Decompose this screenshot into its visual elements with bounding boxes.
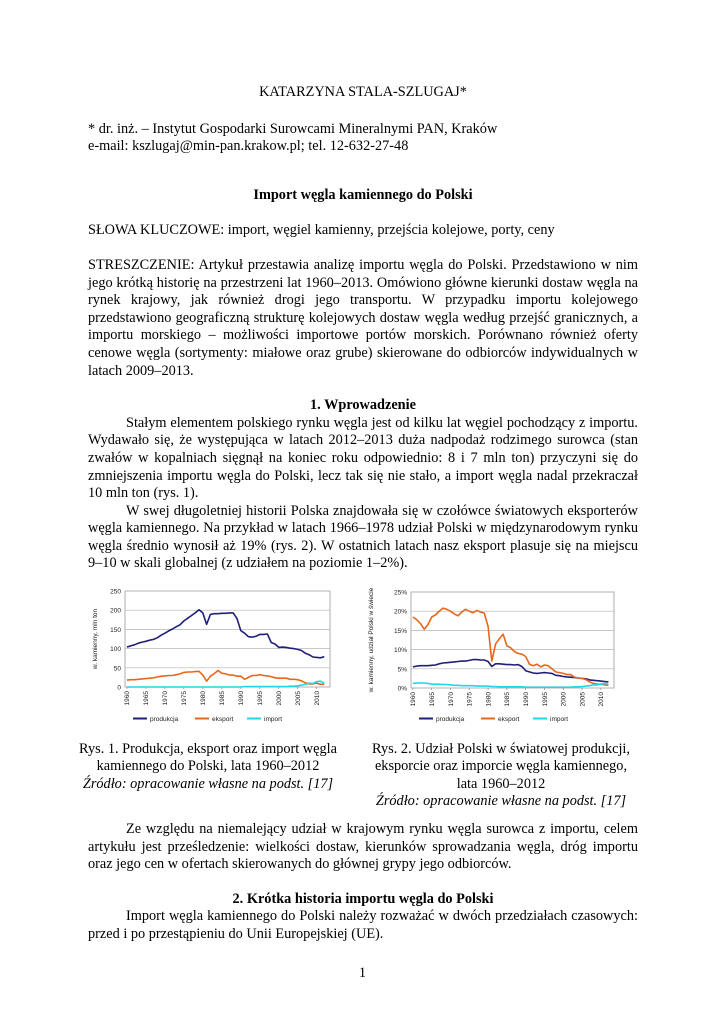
affiliation-line: * dr. inż. – Instytut Gospodarki Surowcami Mineralnymi PAN, Kraków	[88, 120, 498, 137]
x-tick-label: 1980	[485, 692, 493, 707]
x-tick-label: 1995	[257, 691, 265, 706]
section-heading-1: 1. Wprowadzenie	[310, 397, 416, 414]
caption-line: Rys. 2. Udział Polski w światowej produkcji,	[372, 740, 630, 757]
caption-line: kamiennego do Polski, lata 1960–2012	[96, 758, 320, 775]
chart-production-export-import	[68, 581, 338, 729]
paragraph: Stałym elementem polskiego rynku węgla jest od kilku lat węgiel pochodzący z importu. Wydawało się, że występująca w latach 2012–2013 duża nadpodaż rodzimego surowca (stan zwałów w kopalniach sięgnął na koniec roku odpowiednio: 8 i 7 mln ton) przyczyni się do zmniejszenia importu węgla do Polski, lecz tak się nie stało, a import węgla nadal przekraczał 10 mln ton (rys. 1).	[88, 414, 638, 502]
chart-poland-world-share	[356, 581, 646, 729]
series-line-eksport	[413, 608, 609, 685]
author-name: KATARZYNA STALA-SZLUGAJ*	[259, 84, 467, 100]
x-tick-label: 2000	[276, 691, 284, 706]
x-tick-label: 1975	[466, 692, 474, 707]
x-tick-label: 2010	[598, 692, 606, 707]
section-heading-2: 2. Krótka historia importu węgla do Polski	[232, 890, 494, 907]
y-tick-label: 10%	[393, 647, 407, 655]
y-tick-label: 100	[110, 646, 121, 654]
paragraph: Ze względu na niemalejący udział w krajowym rynku węgla surowca z importu, celem artykułu jest prześledzenie: wielkości dostaw, kierunków sprowadzania węgla, dróg importu oraz jego cen w ofertach skierowanych do głównej grypy jego odbiorców.	[88, 821, 638, 873]
y-tick-label: 0	[117, 684, 121, 692]
x-tick-label: 2005	[295, 691, 303, 706]
series-line-produkcja	[127, 610, 324, 658]
x-tick-label: 1990	[522, 692, 530, 707]
x-tick-label: 1960	[410, 692, 418, 707]
legend-label: import	[264, 716, 283, 724]
legend-label: import	[550, 716, 569, 724]
page-number: 1	[358, 965, 367, 981]
series-line-import	[413, 683, 609, 687]
caption-line: lata 1960–2012	[456, 775, 546, 792]
x-tick-label: 1985	[504, 692, 512, 707]
keywords: SŁOWA KLUCZOWE: import, węgiel kamienny, przejścia kolejowe, porty, ceny	[88, 222, 555, 239]
y-tick-label: 5%	[397, 666, 407, 674]
legend-label: eksport	[212, 716, 234, 724]
paper-page	[79, 84, 638, 944]
figure-1	[68, 581, 348, 793]
y-tick-label: 20%	[393, 608, 407, 616]
plot-area	[411, 592, 614, 688]
x-tick-label: 1990	[238, 691, 246, 706]
x-tick-label: 1995	[541, 692, 549, 707]
series-line-eksport	[127, 671, 324, 685]
x-tick-label: 1965	[428, 692, 436, 707]
figure-1-caption	[68, 741, 348, 794]
affiliation	[88, 121, 638, 156]
x-tick-label: 1970	[162, 691, 170, 706]
series-line-import	[127, 681, 324, 687]
legend-label: produkcja	[150, 716, 179, 724]
caption-line: Rys. 1. Produkcja, eksport oraz import węgla	[79, 740, 337, 757]
y-tick-label: 250	[110, 588, 121, 596]
y-axis-label: w. kamienny, udział Polski w świecie	[368, 587, 375, 693]
figure-2	[356, 581, 646, 811]
x-tick-label: 1980	[200, 691, 208, 706]
x-tick-label: 2010	[314, 691, 322, 706]
y-tick-label: 50	[113, 665, 121, 673]
x-tick-label: 2005	[579, 692, 587, 707]
y-tick-label: 0%	[397, 685, 407, 693]
x-tick-label: 1975	[181, 691, 189, 706]
y-tick-label: 200	[110, 607, 121, 615]
caption-source: Źródło: opracowanie własne na podst. [17]	[375, 793, 627, 810]
y-tick-label: 25%	[393, 589, 407, 597]
legend-label: produkcja	[436, 716, 465, 724]
y-axis-label: w. kamienny, mln ton	[92, 608, 99, 670]
caption-source: Źródło: opracowanie własne na podst. [17]	[82, 775, 334, 792]
abstract: STRESZCZENIE: Artykuł przestawia analizę importu węgla do Polski. Przedstawiono w nim jego krótką historię na przestrzeni lat 1960–2013. Omówiono główne kierunki dostaw węgla na rynek krajowy, jak również drogi jego transportu. W przypadku importu kolejowego przedstawiono geograficzną strukturę kolejowych dostaw węgla według przejść granicznych, a importu morskiego – możliwości importowe portów morskich. Porównano również oferty cenowe węgla (sortymenty: miałowe oraz grube) skierowane do odbiorców indywidualnych w latach 2009–2013.	[88, 256, 638, 379]
y-tick-label: 15%	[393, 627, 407, 635]
figures-row	[79, 581, 638, 821]
paragraph: Import węgla kamiennego do Polski należy rozważać w dwóch przedziałach czasowych: przed i po przestąpieniu do Unii Europejskiej (UE).	[88, 908, 638, 943]
caption-line: eksporcie oraz imporcie węgla kamiennego,	[374, 758, 628, 775]
x-tick-label: 1965	[143, 691, 151, 706]
x-tick-label: 1970	[447, 692, 455, 707]
paper-title: Import węgla kamiennego do Polski	[253, 186, 473, 203]
x-tick-label: 2000	[560, 692, 568, 707]
x-tick-label: 1960	[124, 691, 132, 706]
legend-label: eksport	[498, 716, 520, 724]
paragraph: W swej długoletniej historii Polska znajdowała się w czołówce światowych eksporterów węgla kamiennego. Na przykład w latach 1966–1978 udział Polski w międzynarodowym rynku węgla średnio wynosił aż 19% (rys. 2). W ostatnich latach nasz eksport plasuje się na miejscu 9–10 w skali globalnej (z udziałem na poziomie 1–2%).	[88, 502, 638, 572]
figure-2-caption	[356, 741, 646, 811]
y-tick-label: 150	[110, 626, 121, 634]
contact-line: e-mail: kszlugaj@min-pan.krakow.pl; tel. 12-632-27-48	[88, 138, 409, 155]
x-tick-label: 1985	[219, 691, 227, 706]
